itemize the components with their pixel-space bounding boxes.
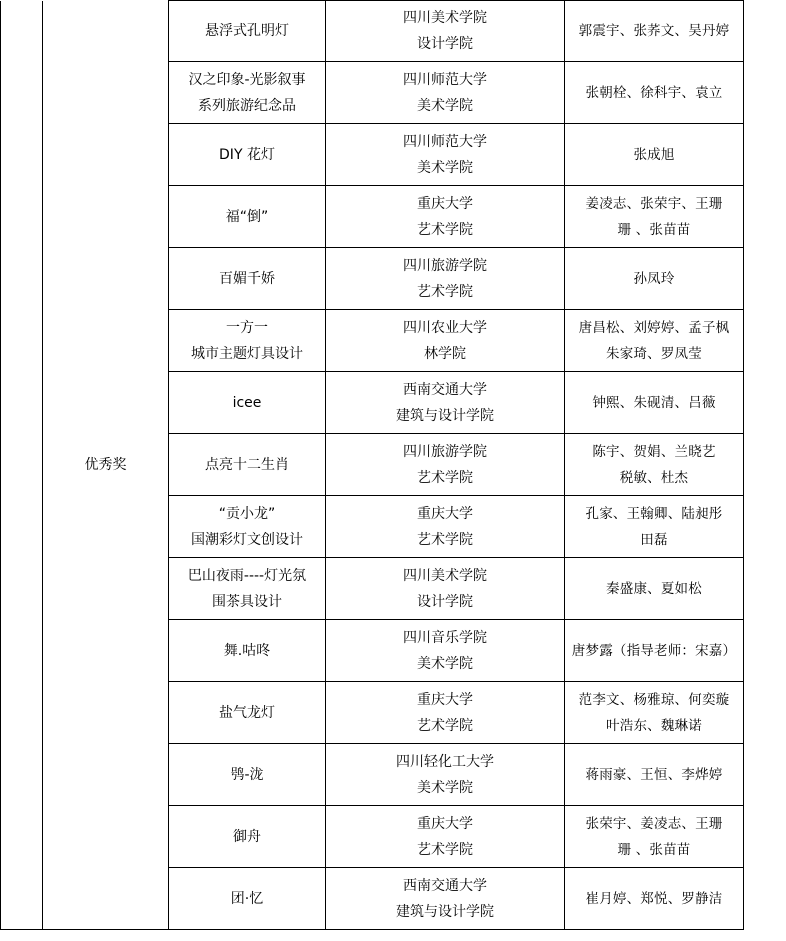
authors-cell [565,62,744,124]
school-cell [326,186,565,248]
school-cell [326,744,565,806]
authors-cell [565,310,744,372]
school-cell [326,558,565,620]
school-cell [326,1,565,62]
authors-cell-line: 田磊 [640,531,668,548]
school-cell-line: 四川美术学院 [403,10,487,26]
work-title-cell-line: 鸮-泷 [230,766,264,783]
authors-cell-line: 朱家琦、罗凤莹 [606,345,702,362]
authors-cell-line: 范李文、杨雅琼、何奕璇 [578,691,730,708]
authors-cell-line: 唐梦露（指导老师：宋嘉） [571,642,737,659]
school-cell-line: 重庆大学 [417,691,473,708]
award-label: 优秀奖 [84,456,127,473]
school-cell [326,620,565,682]
school-cell-line: 建筑与设计学院 [396,407,494,424]
work-title-cell-line: 御舟 [233,828,261,845]
school-cell-line: 艺术学院 [417,221,473,238]
school-cell-line: 重庆大学 [417,195,473,212]
authors-cell-line: 陈宇、贺娟、兰晓艺 [592,443,716,460]
award-cell [43,1,169,930]
work-title-cell [169,744,326,806]
work-title-cell [169,682,326,744]
school-cell-line: 四川旅游学院 [403,257,487,274]
work-title-cell-line: 巴山夜雨----灯光氛 [187,567,307,584]
work-title-cell-line: 汉之印象-光影叙事 [188,71,306,88]
school-cell-line: 建筑与设计学院 [396,903,494,920]
work-title-cell-line: 团·忆 [230,890,264,907]
work-title-cell [169,186,326,248]
school-cell-line: 重庆大学 [417,505,473,522]
work-title-cell [169,310,326,372]
work-title-cell-line: DIY 花灯 [219,146,275,163]
school-cell-line: 艺术学院 [417,717,473,734]
authors-cell-line: 蒋雨豪、王恒、李烨婷 [585,766,723,783]
authors-cell [565,434,744,496]
school-cell [326,372,565,434]
authors-cell-line: 张成旭 [633,146,675,163]
work-title-cell-line: 国潮彩灯文创设计 [191,531,303,548]
school-cell-line: 美术学院 [417,655,473,672]
school-cell [326,496,565,558]
school-cell [326,868,565,930]
school-cell [326,62,565,124]
authors-cell [565,620,744,682]
work-title-cell-line: “贡小龙” [218,505,276,522]
authors-cell-line: 郭震宇、张荞文、吴丹婷 [578,23,730,39]
work-title-cell-line: 系列旅游纪念品 [198,97,296,114]
work-title-cell-line: 城市主题灯具设计 [191,345,303,362]
authors-cell-line: 张荣宇、姜凌志、王珊 [585,815,723,832]
authors-cell-line: 孙凤玲 [633,270,675,287]
school-cell [326,682,565,744]
authors-cell [565,186,744,248]
work-title-cell [169,496,326,558]
authors-cell-line: 姜凌志、张荣宇、王珊 [585,195,723,212]
category-cell [1,1,43,930]
school-cell-line: 设计学院 [417,593,473,610]
school-cell-line: 四川旅游学院 [403,443,487,460]
school-cell [326,310,565,372]
work-title-cell-line: 围茶具设计 [212,593,282,610]
work-title-cell [169,124,326,186]
authors-cell-line: 珊 、张苗苗 [617,221,691,238]
school-cell-line: 美术学院 [417,779,473,796]
school-cell-line: 艺术学院 [417,283,473,300]
school-cell-line: 四川音乐学院 [403,629,487,646]
school-cell-line: 四川农业大学 [403,319,487,336]
authors-cell-line: 秦盛康、夏如松 [606,580,702,597]
work-title-cell [169,248,326,310]
authors-cell-line: 税敏、杜杰 [619,469,689,486]
table-row [1,1,744,62]
work-title-cell [169,868,326,930]
authors-cell-line: 叶浩东、魏琳诺 [606,717,702,734]
work-title-cell-line: 盐气龙灯 [219,704,275,721]
school-cell-line: 美术学院 [417,159,473,176]
school-cell-line: 美术学院 [417,97,473,114]
school-cell-line: 艺术学院 [417,841,473,858]
work-title-cell [169,62,326,124]
authors-cell [565,248,744,310]
work-title-cell [169,806,326,868]
authors-cell-line: 唐昌松、刘婷婷、孟子枫 [578,319,730,336]
authors-cell [565,124,744,186]
school-cell-line: 林学院 [424,345,466,362]
school-cell-line: 西南交通大学 [403,877,487,894]
authors-cell [565,806,744,868]
authors-cell-line: 张朝栓、徐科宇、袁立 [585,84,723,101]
work-title-cell [169,558,326,620]
work-title-cell-line: 悬浮式孔明灯 [205,23,289,39]
school-cell-line: 西南交通大学 [403,381,487,398]
work-title-cell-line: 点亮十二生肖 [205,456,289,473]
work-title-cell [169,372,326,434]
authors-cell [565,682,744,744]
authors-cell-line: 崔月婷、郑悦、罗静洁 [585,890,723,907]
school-cell-line: 四川轻化工大学 [396,753,494,770]
school-cell-line: 艺术学院 [417,469,473,486]
school-cell [326,124,565,186]
school-cell [326,806,565,868]
school-cell-line: 四川师范大学 [403,133,487,150]
authors-cell [565,1,744,62]
authors-cell [565,868,744,930]
work-title-cell [169,434,326,496]
school-cell-line: 艺术学院 [417,531,473,548]
authors-cell [565,372,744,434]
work-title-cell-line: 舞.咕咚 [223,642,271,659]
authors-cell [565,496,744,558]
work-title-cell-line: 福“倒” [225,208,269,225]
awards-table-body [1,1,744,930]
authors-cell-line: 孔家、王翰卿、陆昶彤 [585,505,723,522]
school-cell-line: 四川美术学院 [403,567,487,584]
authors-cell [565,558,744,620]
authors-cell [565,744,744,806]
work-title-cell-line: 百媚千娇 [219,270,275,287]
work-title-cell-line: 一方一 [226,319,268,336]
authors-cell-line: 珊 、张苗苗 [617,841,691,858]
work-title-cell [169,1,326,62]
school-cell-line: 设计学院 [417,36,473,52]
school-cell [326,434,565,496]
work-title-cell-line: icee [232,394,262,411]
work-title-cell [169,620,326,682]
school-cell [326,248,565,310]
school-cell-line: 重庆大学 [417,815,473,832]
school-cell-line: 四川师范大学 [403,71,487,88]
authors-cell-line: 钟熙、朱砚清、吕薇 [592,394,716,411]
